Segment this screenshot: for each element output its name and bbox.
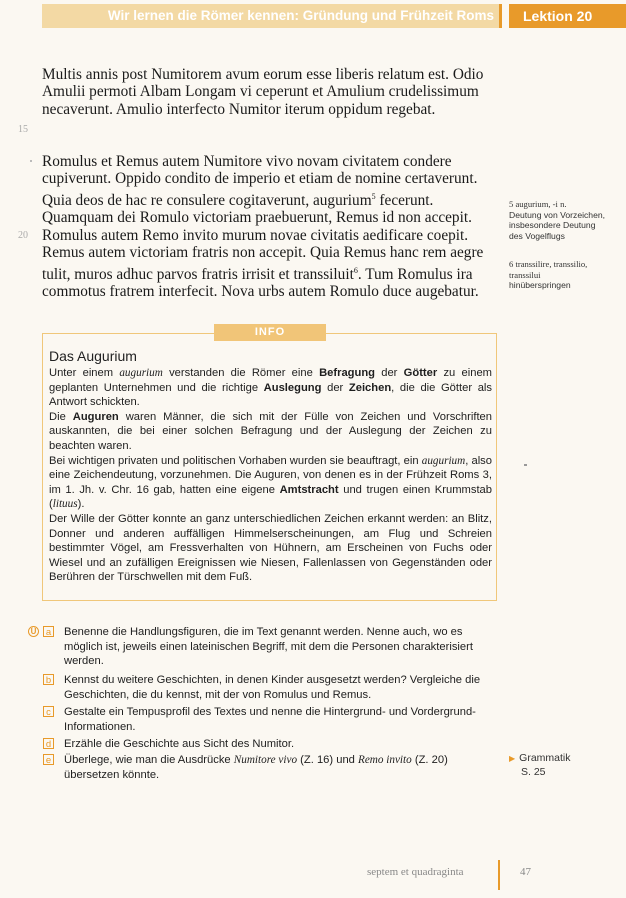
task-c-text: Gestalte ein Tempusprofil des Textes und nenne die Hintergrund- und Vordergrund-Informationen. <box>64 706 476 733</box>
note-5-number: 5 <box>509 199 514 209</box>
margin-note-6 <box>509 259 609 291</box>
info-text: zu einem geplanten Unternehmen und die richtige <box>49 367 492 394</box>
note-6-definition: hinüberspringen <box>509 280 571 291</box>
latin-paragraph-1 <box>42 66 502 118</box>
info-text: , die die Götter als Antwort schickten. <box>49 381 492 409</box>
task-e-text <box>64 753 495 782</box>
info-bold: Götter <box>403 367 438 379</box>
latin-paragraph-2 <box>42 153 502 300</box>
info-bold: Zeichen <box>348 381 392 394</box>
info-italic: lituus <box>52 498 78 511</box>
task-e-italic: Remo invito <box>358 754 412 766</box>
latin-text-2c: . Tum Romulus ira commotus fratrem interfecit. Nova urbs autem Romulo duce augebatur. <box>42 265 479 301</box>
info-paragraph-1 <box>49 366 492 410</box>
task-e-italic: Numitore vivo <box>233 754 298 766</box>
task-letter-b: b <box>43 674 54 685</box>
info-text: waren Männer, die sich mit der Fülle von Zeichen und Vorschriften auskannten, die bei einer solchen Befragung und der Auslegung der Zeichen zu beachten waren. <box>49 410 492 452</box>
note-6-number: 6 <box>509 259 514 269</box>
info-text: ). <box>77 498 85 511</box>
latin-text-2a: Romulus et Remus autem Numitore vivo novam civitatem condere cupiverunt. Oppido condito de imperio et etiam de nomine certaverunt. Quia deos de hac re consulere cogitaverunt, augurium <box>42 153 478 209</box>
info-italic: augurium <box>119 367 163 379</box>
task-letter-c: c <box>43 706 54 717</box>
note-5-definition: Deutung von Vorzeichen, insbesondere Deutung des Vogelflugs <box>509 209 606 241</box>
task-letter-a: a <box>43 626 54 637</box>
info-text: und trugen einen Krummstab ( <box>49 483 492 511</box>
page-number-latin: septem et quadraginta <box>367 866 464 878</box>
task-d-text: Erzähle die Geschichte aus Sicht des Numitor. <box>64 738 295 750</box>
info-text: Unter einem <box>49 367 120 379</box>
info-label: INFO <box>214 324 326 341</box>
info-paragraph-3 <box>49 454 492 512</box>
info-italic: augurium <box>421 454 466 467</box>
line-dot <box>30 160 32 162</box>
latin-text-2b: fecerunt. Quamquam dei Romulo victoriam praebuerunt, Remus id non accepit. Romulus autem Remo invito murum novae civitatis aedificare coepit. Remus autem victoriam fratris non accepit. Quia Remus hanc rem aegre tulit, muros adhuc parvos fratris irrisit et transsiluit <box>42 191 484 283</box>
line-number-15: 15 <box>18 124 28 135</box>
info-text: verstanden die Römer eine <box>162 367 320 379</box>
grammar-line <box>509 752 571 766</box>
info-title: Das Augurium <box>49 348 137 364</box>
footnote-ref-5: 5 <box>371 191 376 201</box>
note-5-head <box>509 199 609 210</box>
margin-note-5 <box>509 199 609 241</box>
page-number: 47 <box>520 866 531 878</box>
task-e-part: (Z. 20) übersetzen könnte. <box>64 754 448 781</box>
latin-text-2 <box>42 153 502 300</box>
footer-divider <box>498 860 500 890</box>
task-a-text: Benenne die Handlungsfiguren, die im Text genannt werden. Nenne auch, wo es möglich ist, jeweils einen lateinischen Begriff, mit dem die Personen charakterisiert werden. <box>64 626 473 668</box>
info-bold: Auslegung <box>263 381 322 394</box>
grammar-label: Grammatik <box>519 752 571 764</box>
latin-text-1: Multis annis post Numitorem avum eorum esse liberis relatum est. Odio Amulii permoti Albam Longam vi ceperunt et Amulium crudelissimum necaverunt. Amulio interfecto Numitor iterum oppidum regebat. <box>42 66 484 118</box>
info-text: der <box>375 367 404 379</box>
task-e-part: (Z. 16) und <box>297 754 358 766</box>
info-content <box>49 348 492 585</box>
note-5-lemma: augurium, -i n. <box>513 199 567 209</box>
info-bold: Auguren <box>72 410 119 423</box>
line-number-20: 20 <box>18 230 28 241</box>
lesson-label: Lektion 20 <box>509 4 626 28</box>
exercise-marker-icon: Ü <box>28 626 39 637</box>
grammar-reference <box>509 752 571 778</box>
info-paragraph-4: Der Wille der Götter konnte an ganz unterschiedlichen Zeichen erkannt werden: an Blitz, Donner und anderen auffälligen Himmelserscheinungen, am Flug und Schreien bestimmter Vögel, am Fressverhalten von Hühnern, am Erscheinen von Fuchs oder Wiesel und an zufälligen Ereignissen wie Niesen, Fallenlassen von Gegenständen oder Berühren der Türschwellen mit dem Fuß. <box>49 512 492 584</box>
task-letter-e: e <box>43 754 54 765</box>
header-divider <box>499 4 502 28</box>
info-bold: Amtstracht <box>279 483 339 496</box>
task-b-text: Kennst du weitere Geschichten, in denen Kinder ausgesetzt werden? Vergleiche die Geschichten, die du kennst, mit der von Romulus und Remus. <box>64 674 481 701</box>
page-header <box>0 0 626 30</box>
chapter-title: Wir lernen die Römer kennen: Gründung und Frühzeit Roms <box>107 8 494 23</box>
info-text: der <box>321 381 349 394</box>
info-bold: Befragung <box>319 367 375 379</box>
footnote-ref-6: 6 <box>353 265 358 275</box>
info-text: , also eine Zeichendeutung, vorzunehmen. Die Auguren, von denen es in der Frühzeit Roms 3, im 1. Jh. v. Chr. 16 gab, hatten eine eigene <box>49 454 492 496</box>
info-text: Die <box>49 410 73 423</box>
note-6-lemma: transsilire, transsilio, transsilui <box>509 259 588 280</box>
grammar-page: S. 25 <box>521 765 546 778</box>
info-text: Bei wichtigen privaten und politischen Vorhaben wurden sie beauftragt, ein <box>49 454 422 467</box>
note-6-head <box>509 259 609 280</box>
task-letter-d: d <box>43 738 54 749</box>
info-paragraph-2 <box>49 410 492 454</box>
task-e-part: Überlege, wie man die Ausdrücke <box>64 754 234 766</box>
margin-mark <box>524 464 527 466</box>
triangle-right-icon: ▶ <box>509 754 516 763</box>
